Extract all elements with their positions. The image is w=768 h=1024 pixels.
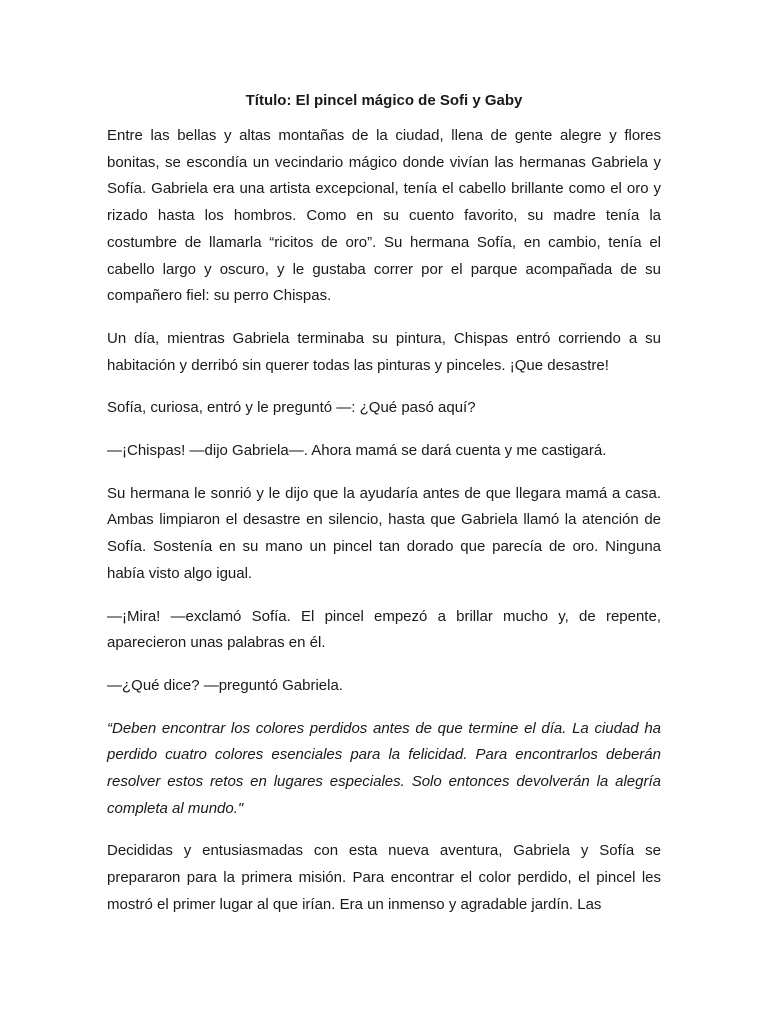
paragraph-what-says: —¿Qué dice? —preguntó Gabriela. bbox=[107, 676, 343, 694]
paragraph-sofia-asks: Sofía, curiosa, entró y le preguntó —: ¿Qué pasó aquí? bbox=[107, 399, 476, 417]
document-page bbox=[107, 88, 661, 935]
paragraph-magic-message: “Deben encontrar los colores perdidos antes de que termine el día. La ciudad ha perdido cuatro colores esenciales para la felicidad. Para encontrarlos deberán resolver estos retos en lugares especiales. Solo entonces devolverán la alegría completa al mundo." bbox=[107, 719, 661, 817]
document-title: Título: El pincel mágico de Sofi y Gaby bbox=[245, 92, 523, 109]
paragraph-first-mission: Decididas y entusiasmadas con esta nueva aventura, Gabriela y Sofía se prepararon para la primera misión. Para encontrar el color perdido, el pincel les mostró el primer lugar al que irían. Era un inmenso y agradable jardín. Las bbox=[107, 842, 661, 913]
paragraph-chispas-mess: Un día, mientras Gabriela terminaba su pintura, Chispas entró corriendo a su habitación y derribó sin querer todas las pinturas y pinceles. ¡Que desastre! bbox=[107, 329, 661, 374]
paragraph-gabriela-replies: —¡Chispas! —dijo Gabriela—. Ahora mamá se dará cuenta y me castigará. bbox=[107, 442, 607, 460]
paragraph-golden-brush: Su hermana le sonrió y le dijo que la ayudaría antes de que llegara mamá a casa. Ambas limpiaron el desastre en silencio, hasta que Gabriela llamó la atención de Sofía. Sostenía en su mano un pincel tan dorado que parecía de oro. Ninguna había visto algo igual. bbox=[107, 484, 661, 582]
paragraph-intro: Entre las bellas y altas montañas de la ciudad, llena de gente alegre y flores bonitas, se escondía un vecindario mágico donde vivían las hermanas Gabriela y Sofía. Gabriela era una artista excepcional, tenía el cabello brillante como el oro y rizado hasta los hombros. Como en su cuento favorito, su madre tenía la costumbre de llamarla “ricitos de oro”. Su hermana Sofía, en cambio, tenía el cabello largo y oscuro, y le gustaba correr por el parque acompañada de su compañero fiel: su perro Chispas. bbox=[107, 127, 661, 305]
paragraph-brush-glows: —¡Mira! —exclamó Sofía. El pincel empezó a brillar mucho y, de repente, aparecieron unas palabras en él. bbox=[107, 607, 661, 652]
